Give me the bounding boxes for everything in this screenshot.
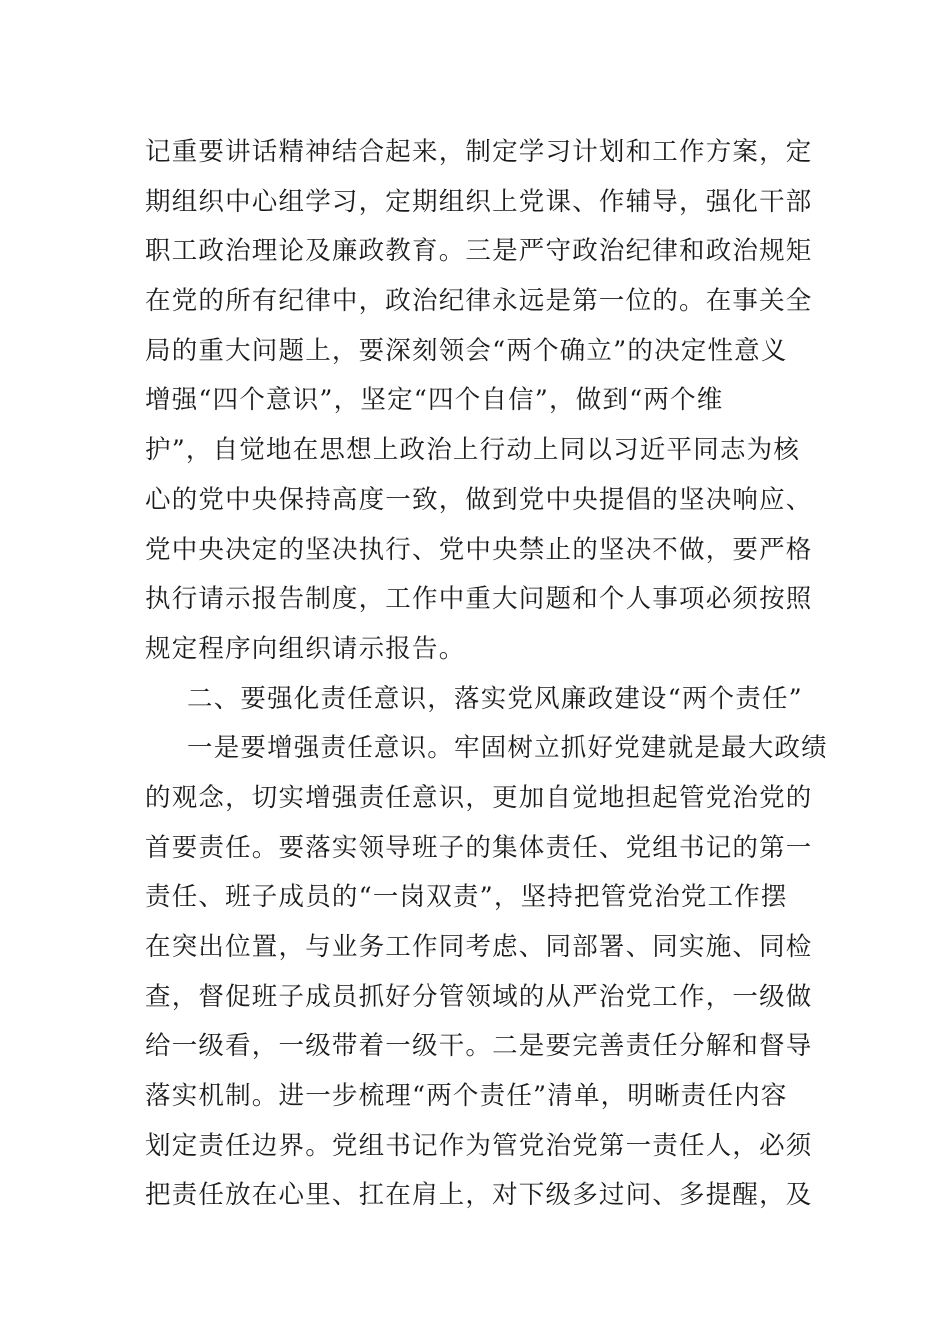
text-line: 心的党中央保持高度一致，做到党中央提倡的坚决响应、 xyxy=(145,484,813,515)
text-line: 规定程序向组织请示报告。 xyxy=(145,633,466,664)
text-line: 把责任放在心里、扛在肩上，对下级多过问、多提醒，及 xyxy=(145,1180,813,1211)
text-line: 首要责任。要落实领导班子的集体责任、党组书记的第一 xyxy=(145,832,813,863)
text-line: 记重要讲话精神结合起来，制定学习计划和工作方案，定 xyxy=(145,137,813,167)
text-line: 职工政治理论及廉政教育。三是严守政治纪律和政治规矩 xyxy=(145,236,813,267)
body-text xyxy=(145,128,828,1221)
section-heading: 二、要强化责任意识，落实党风廉政建设“两个责任” xyxy=(187,683,803,714)
text-line: 查，督促班子成员抓好分管领域的从严治党工作，一级做 xyxy=(145,981,813,1012)
text-line: 给一级看，一级带着一级干。二是要完善责任分解和督导 xyxy=(145,1031,813,1062)
text-line: 党中央决定的坚决执行、党中央禁止的坚决不做，要严格 xyxy=(145,534,813,565)
text-line: 局的重大问题上，要深刻领会“两个确立”的决定性意义 xyxy=(145,335,788,366)
paragraph-start-line: 一是要增强责任意识。牢固树立抓好党建就是最大政绩 xyxy=(187,733,828,764)
text-line: 增强“四个意识”，坚定“四个自信”，做到“两个维 xyxy=(145,385,724,416)
text-line: 在突出位置，与业务工作同考虑、同部署、同实施、同检 xyxy=(145,932,813,962)
text-line: 责任、班子成员的“一岗双责”，坚持把管党治党工作摆 xyxy=(145,882,788,913)
text-line: 落实机制。进一步梳理“两个责任”清单，明晰责任内容 xyxy=(145,1081,788,1112)
text-line: 的观念，切实增强责任意识，更加自觉地担起管党治党的 xyxy=(145,782,813,813)
text-line: 在党的所有纪律中，政治纪律永远是第一位的。在事关全 xyxy=(145,286,813,317)
text-line: 划定责任边界。党组书记作为管党治党第一责任人，必须 xyxy=(145,1130,813,1161)
text-line: 执行请示报告制度，工作中重大问题和个人事项必须按照 xyxy=(145,584,813,615)
text-line: 期组织中心组学习，定期组织上党课、作辅导，强化干部 xyxy=(145,186,813,217)
text-line: 护”，自觉地在思想上政治上行动上同以习近平同志为核 xyxy=(145,435,801,466)
